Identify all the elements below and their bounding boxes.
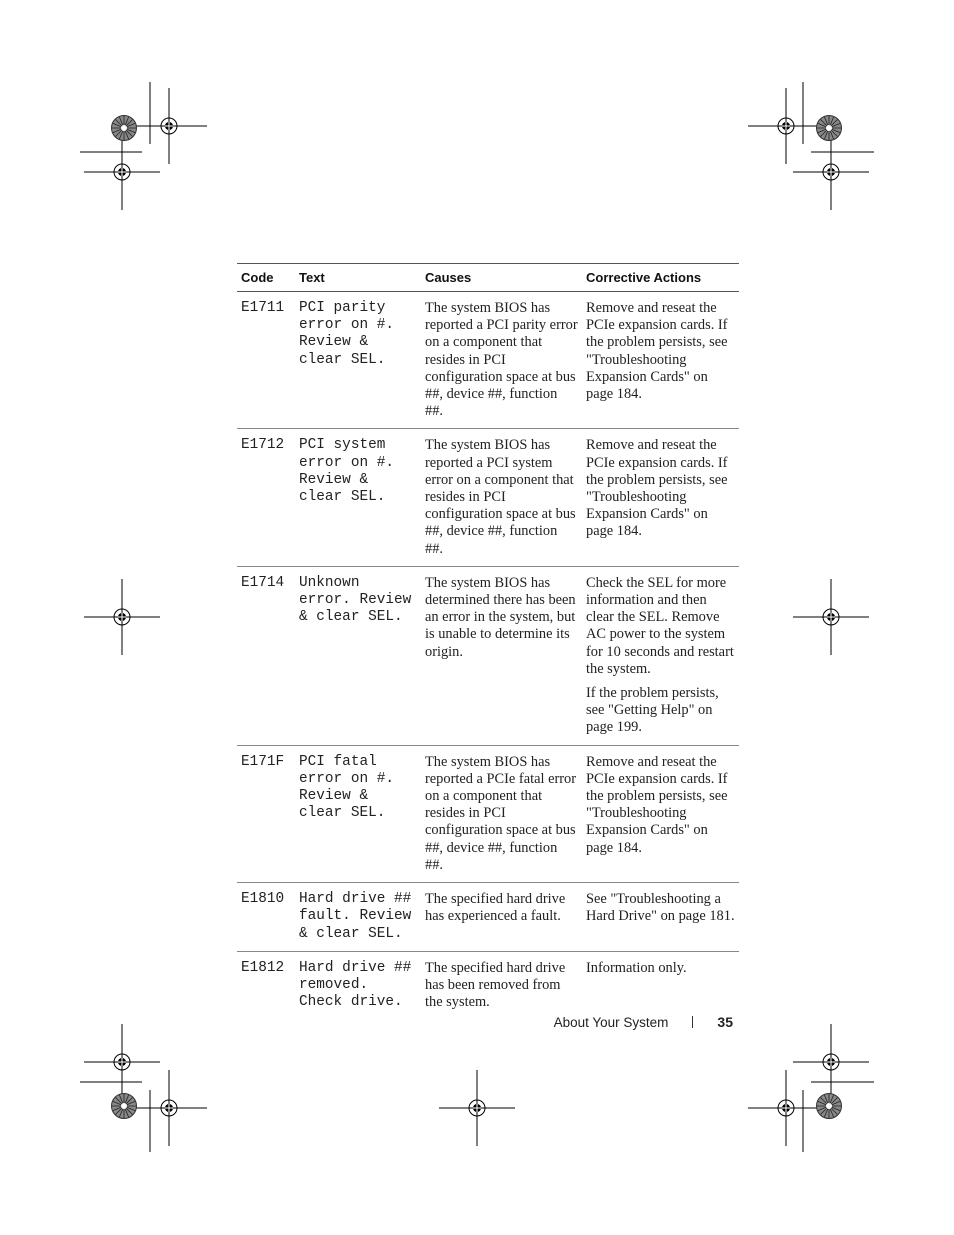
- registration-target-icon: [748, 1070, 824, 1146]
- error-cause: The specified hard drive has experienced a fault.: [421, 883, 582, 952]
- error-code: E1714: [237, 566, 295, 745]
- error-message: PCI fatal error on #. Review & clear SEL.: [295, 745, 421, 882]
- column-header-text: Text: [295, 264, 421, 292]
- corrective-action: [582, 292, 739, 429]
- error-code: E1711: [237, 292, 295, 429]
- registration-target-icon: [793, 134, 869, 210]
- page-number: 35: [717, 1014, 733, 1030]
- error-code: E1712: [237, 429, 295, 566]
- registration-target-icon: [793, 1024, 869, 1100]
- action-paragraph: If the problem persists, see "Getting Help" on page 199.: [586, 685, 719, 736]
- error-cause: The specified hard drive has been removed from the system.: [425, 959, 566, 1011]
- column-header-causes: Causes: [421, 264, 582, 292]
- table-row: [237, 951, 739, 1019]
- corrective-action: [582, 566, 739, 745]
- corrective-action: [582, 951, 739, 1019]
- footer-section-title: About Your System: [553, 1014, 669, 1030]
- error-message: Hard drive ## fault. Review & clear SEL.: [295, 883, 421, 952]
- table-row: [237, 745, 739, 882]
- column-header-code: Code: [237, 264, 295, 292]
- corrective-action: [582, 883, 739, 952]
- error-code: E171F: [237, 745, 295, 882]
- error-cause: The system BIOS has reported a PCI system error on a component that resides in PCI configuration space at bus ##, device ##, function ##.: [421, 429, 582, 566]
- registration-target-icon: [439, 1070, 515, 1146]
- page-footer: [554, 1014, 733, 1030]
- error-cause: The system BIOS has determined there has been an error in the system, but is unable to determine its origin.: [421, 566, 582, 745]
- table-row: [237, 566, 739, 745]
- table-row: [237, 883, 739, 952]
- action-paragraph: Remove and reseat the PCIe expansion cards. If the problem persists, see "Troubleshooting Expansion Cards" on page 184.: [586, 437, 728, 540]
- footer-divider: [692, 1016, 693, 1028]
- error-message: Hard drive ## removed. Check drive.: [299, 959, 420, 1011]
- registration-target-icon: [84, 1024, 160, 1100]
- corrective-action: [582, 745, 739, 882]
- error-message: PCI parity error on #. Review & clear SEL.: [295, 292, 421, 429]
- action-paragraph: Remove and reseat the PCIe expansion cards. If the problem persists, see "Troubleshooting Expansion Cards" on page 184.: [586, 753, 728, 856]
- error-code: E1812: [241, 959, 285, 976]
- error-message: Unknown error. Review & clear SEL.: [295, 566, 421, 745]
- error-cause: The system BIOS has reported a PCIe fatal error on a component that resides in PCI configuration space at bus ##, device ##, function ##.: [421, 745, 582, 882]
- error-code: E1810: [237, 883, 295, 952]
- action-paragraph: See "Troubleshooting a Hard Drive" on page 181.: [586, 891, 735, 925]
- table-row: [237, 429, 739, 566]
- action-paragraph: Check the SEL for more information and then clear the SEL. Remove AC power to the system for 10 seconds and restart the system.: [586, 574, 734, 677]
- action-paragraph: Remove and reseat the PCIe expansion cards. If the problem persists, see "Troubleshooting Expansion Cards" on page 184.: [586, 300, 728, 403]
- table-row: [237, 292, 739, 429]
- registration-target-icon: [793, 579, 869, 655]
- action-paragraph: Information only.: [586, 959, 687, 976]
- registration-target-icon: [84, 579, 160, 655]
- starburst-icon: [817, 1094, 842, 1119]
- corrective-action: [582, 429, 739, 566]
- starburst-icon: [112, 1094, 137, 1119]
- error-cause: The system BIOS has reported a PCI parity error on a component that resides in PCI configuration space at bus ##, device ##, function ##.: [421, 292, 582, 429]
- registration-target-icon: [131, 88, 207, 164]
- starburst-icon: [112, 116, 137, 141]
- registration-target-icon: [84, 134, 160, 210]
- registration-target-icon: [748, 88, 824, 164]
- registration-target-icon: [131, 1070, 207, 1146]
- error-code-table: [237, 263, 739, 1019]
- column-header-corrective-actions: Corrective Actions: [582, 264, 739, 292]
- table-header-row: [237, 264, 739, 292]
- error-message: PCI system error on #. Review & clear SEL.: [295, 429, 421, 566]
- starburst-icon: [817, 116, 842, 141]
